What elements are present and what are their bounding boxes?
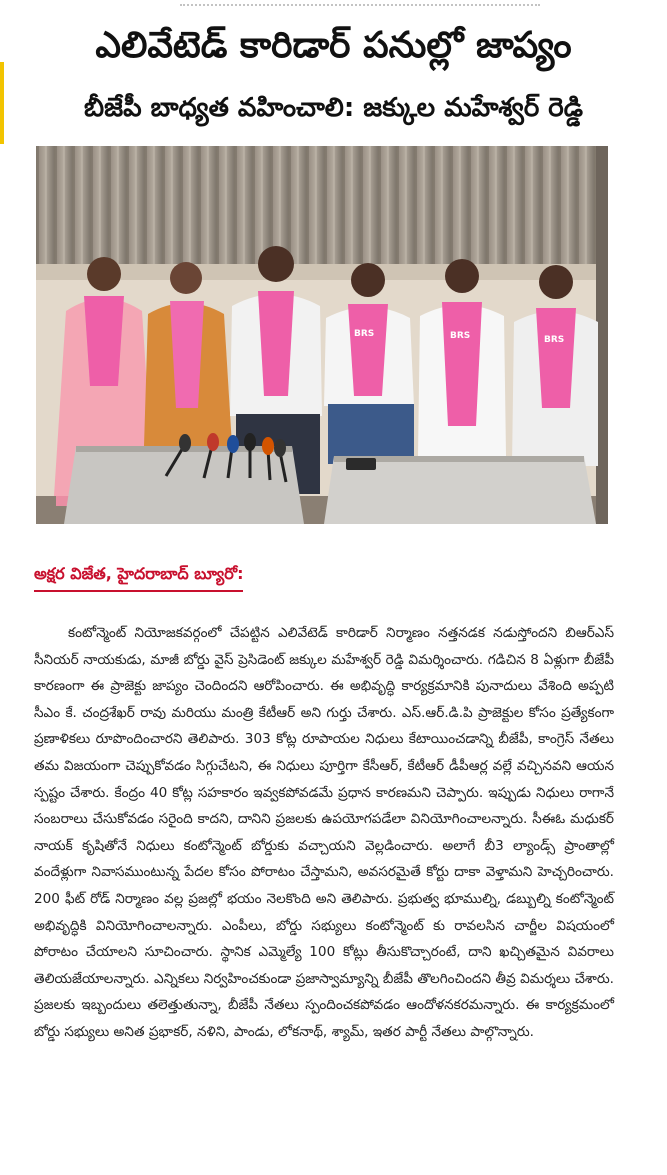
scarf-label-2: BRS xyxy=(450,331,471,341)
scarf-label-1: BRS xyxy=(354,329,375,339)
phone xyxy=(346,458,376,470)
coffee-table-right xyxy=(324,456,596,524)
scarf-label-3: BRS xyxy=(544,335,565,345)
article-headline: ఎలివేటెడ్ కారిడార్ పనుల్లో జాప్యం xyxy=(95,25,572,66)
article-body: కంటోన్మెంట్ నియోజకవర్గంలో చేపట్టిన ఎలివేటెడ్ కారిడార్ నిర్మాణం నత్తనడక నడుస్తోందని బిఆర్ఎస్ సీనియర్ నాయకుడు, మాజీ బోర్డు వైస్ ప్రెసిడెంట్ జక్కుల మహేశ్వర్ రెడ్డి విమర్శించారు. గడిచిన 8 ఏళ్లుగా బీజేపీ కారణంగా ఈ ప్రాజెక్టు జాప్యం చెందిందని ఆరోపించారు. ఈ అభివృద్ధి కార్యక్రమానికి పునాదులు వేశింది అప్పటి సీఎం కే. చంద్రశేఖర్ రావు మరియు మంత్రి కేటీఆర్ అని గుర్తు చేశారు. ఎస్.ఆర్.డి.పి ప్రాజెక్టుల కోసం ప్రత్యేకంగా ప్రణాళికలు రూపొందించారని తెలిపారు. 303 కోట్ల రూపాయల నిధులు కేటాయించడాన్ని బీజేపీ, కాంగ్రెస్ నేతలు తమ విజయంగా చెప్పుకోవడం సిగ్గుచేటని, ఈ నిధులు పూర్తిగా కేసీఆర్, కేటీఆర్ డీపీఆర్ల వల్లే వచ్చినవని ఆయన స్పష్టం చేశారు. కేంద్రం 40 కోట్ల సహకారం ఇవ్వకపోవడమే ప్రధాన కారణమని చెప్పారు. ఇప్పుడు నిధులు రాగానే సంబరాలు చేసుకోవడం సరైంది కాదని, దానిని ప్రజలకు ఉపయోగపడేలా వినియోగించాలన్నారు. సీఈఓ మధుకర్ నాయక్ కృషితోనే నిధులు కంటోన్మెంట్ బోర్డుకు వచ్చాయని వెల్లడించారు. అలాగే బీ3 ల్యాండ్స్ ప్రాంతాల్లో వందేళ్లుగా నివాసముంటున్న పేదల కోసం పోరాటం చేస్తామని, అవసరమైతే కోర్టు దాకా వెళ్తామని హెచ్చరించారు. 200 ఫీట్ రోడ్ నిర్మాణం వల్ల ప్రజల్లో భయం నెలకొంది అని తెలిపారు. ప్రభుత్వ భూముల్ని, డబ్బుల్ని కంటోన్మెంట్ అభివృద్ధికి వినియోగించాలన్నారు. ఎంపీలు, బోర్డు సభ్యులు కంటోన్మెంట్ కు రావలసిన చార్జీల విషయంలో పోరాటం చేయాలని సూచించారు. స్థానిక ఎమ్మెల్యే 100 కోట్లు తీసుకొచ్చారంటే, దాని ఖచ్చితమైన వివరాలు తెలియజేయాలన్నారు. ఎన్నికలు నిర్వహించకుండా ప్రజాస్వామ్యాన్ని బీజేపీ తొలగించిందని తీవ్ర విమర్శలు చేశారు. ప్రజలకు ఇబ్బందులు తలెత్తుతున్నా, బీజేపీ నేతలు స్పందించకపోవడం ఆందోళనకరమన్నారు. ఈ కార్యక్రమంలో బోర్డు సభ్యులు అనిత ప్రభాకర్, నళిని, పాండు, లోకనాథ్, శ్యామ్, ఇతర పార్టీ నేతలు పాల్గొన్నారు. xyxy=(34,625,614,1040)
previous-article-edge xyxy=(180,0,540,6)
article-subheadline: బీజేపీ బాధ్యత వహించాలి: జక్కుల మహేశ్వర్ రెడ్డి xyxy=(84,93,583,123)
article-dateline: అక్షర విజేత, హైదరాబాద్ బ్యూరో: xyxy=(34,560,243,592)
press-meet-photo xyxy=(36,146,608,524)
